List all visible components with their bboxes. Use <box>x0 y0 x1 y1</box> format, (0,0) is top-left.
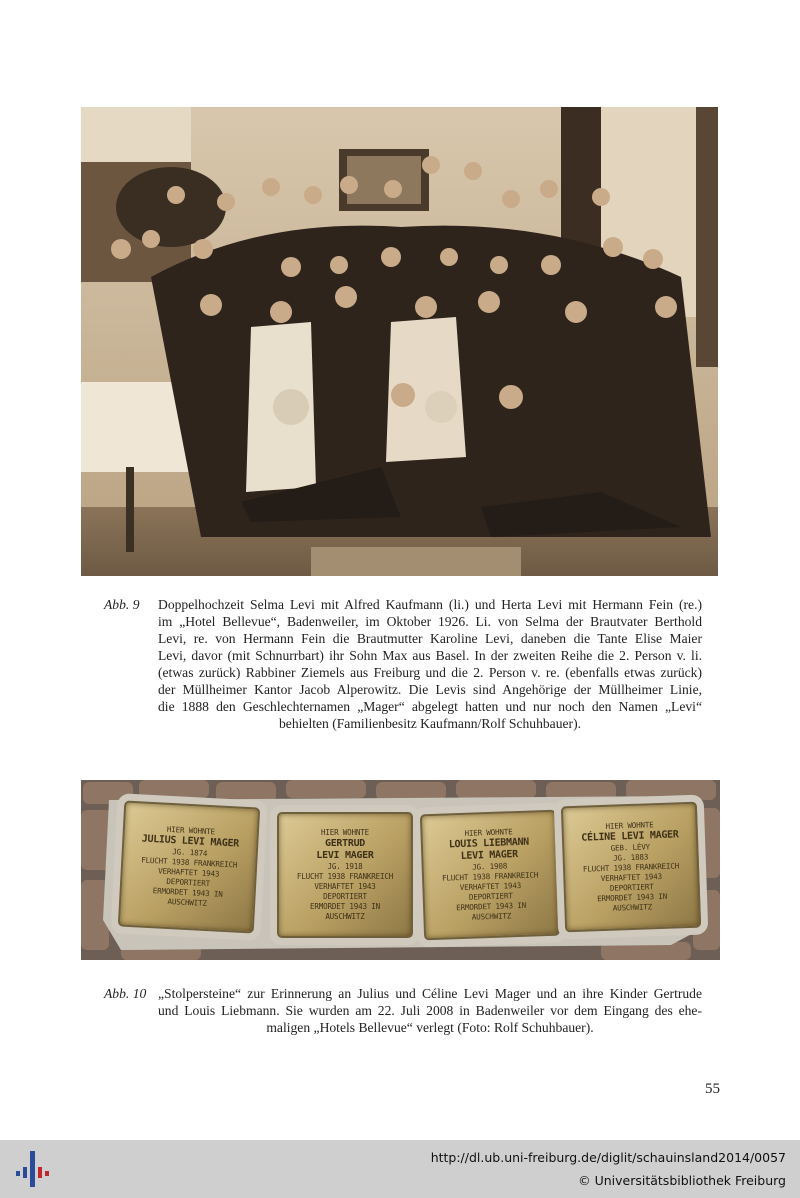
plaque-line: HIER WOHNTE <box>464 827 513 838</box>
caption-line: Levi, davor (mit Schnurrbart) ihr Sohn Max aus Basel. In der zweiten Reihe die 2. Person v. li. <box>158 648 702 663</box>
plaque-line: HIER WOHNTE <box>605 820 654 831</box>
plaque-line: JG. 1883 <box>613 852 649 863</box>
wedding-photo-illustration <box>81 107 718 576</box>
plaque-line: GERTRUD <box>324 838 366 849</box>
caption-line: „Stolpersteine“ zur Erinnerung an Julius und Céline Levi Mager und an ihre Kinder Gertrude <box>158 986 702 1001</box>
stolperstein-list <box>81 780 720 960</box>
plaque-line: DEPORTIERT <box>609 882 654 893</box>
plaque-line: ERMORDET 1943 IN <box>596 891 668 904</box>
caption-line: im „Hotel Bellevue“, Badenweiler, im Oktober 1926. Li. von Selma der Brautvater Berthold <box>158 614 702 629</box>
plaque-line: DEPORTIERT <box>468 891 513 902</box>
footer-bar <box>0 1140 800 1198</box>
plaque-line: ERMORDET 1943 IN <box>310 902 380 911</box>
plaque-line: HIER WOHNTE <box>320 828 370 837</box>
plaque-line: VERHAFTET 1943 <box>600 871 663 884</box>
plaque-line: CÉLINE LEVI MAGER <box>581 829 679 844</box>
page-number: 55 <box>705 1081 720 1097</box>
figure-10-caption-text <box>158 985 702 1036</box>
plaque-line: FLUCHT 1938 FRANKREICH <box>140 855 238 870</box>
plaque-line: JG. 1918 <box>327 862 363 871</box>
plaque-line: AUSCHWITZ <box>471 911 512 922</box>
plaque-line: VERHAFTET 1943 <box>157 866 220 879</box>
copyright-notice: © Universitätsbibliothek Freiburg <box>578 1173 786 1188</box>
plaque-line: ERMORDET 1943 IN <box>152 886 223 899</box>
caption-line: (etwas zurück) Rabbiner Ziemels aus Freiburg und die 2. Person v. re. (ebenfalls etwas zurück) <box>158 665 702 680</box>
caption-line: Levi, re. von Hermann Fein die Brautmutter Karoline Levi, daneben die Tante Elise Maier <box>158 631 702 646</box>
plaque-line: HIER WOHNTE <box>166 824 216 837</box>
plaque-line: AUSCHWITZ <box>167 896 208 908</box>
permalink-url[interactable]: http://dl.ub.uni-freiburg.de/diglit/schauinsland2014/0057 <box>430 1150 786 1165</box>
figure-10-label: Abb. 10 <box>104 986 147 1001</box>
figure-9-label: Abb. 9 <box>104 597 140 612</box>
caption-line: maligen „Hotels Bellevue“ verlegt (Foto: Rolf Schuhbauer). <box>266 1020 594 1035</box>
plaque-line: VERHAFTET 1943 <box>459 880 522 893</box>
caption-line: der Müllheimer Kantor Jacob Alperowitz. Die Levis sind Angehörige der Müllheimer Linie, <box>158 682 702 697</box>
caption-line: die 1888 den Geschlechternamen „Mager“ abgelegt hatten und nur noch den Namen „Levi“ <box>158 699 702 714</box>
plaque-line: AUSCHWITZ <box>325 912 365 921</box>
wedding-group-photo <box>81 107 718 576</box>
plaque-line: GEB. LÉVY <box>610 842 651 853</box>
caption-line: Doppelhochzeit Selma Levi mit Alfred Kaufmann (li.) und Herta Levi mit Hermann Fein (re.) <box>158 597 702 612</box>
stolperstein-plaque <box>420 810 560 941</box>
plaque-line: JG. 1874 <box>172 847 208 858</box>
plaque-line: AUSCHWITZ <box>612 902 653 913</box>
plaque-line: LEVI MAGER <box>460 849 519 863</box>
plaque-line: JULIUS LEVI MAGER <box>141 833 240 850</box>
plaque-line: FLUCHT 1938 FRANKREICH <box>441 870 539 883</box>
figure-9-caption-text <box>158 596 702 732</box>
plaque-line: DEPORTIERT <box>166 876 211 889</box>
plaque-line: VERHAFTET 1943 <box>314 882 376 891</box>
library-logo-icon <box>13 1149 53 1189</box>
plaque-line: LEVI MAGER <box>316 850 374 861</box>
stolperstein-plaque <box>277 812 413 938</box>
plaque-line: DEPORTIERT <box>323 892 367 901</box>
plaque-line: FLUCHT 1938 FRANKREICH <box>582 861 680 874</box>
caption-line: und Louis Liebmann. Sie wurden am 22. Juli 2008 in Badenweiler vor dem Eingang des ehe- <box>158 1003 702 1018</box>
plaque-line: JG. 1908 <box>472 861 508 872</box>
plaque-line: LOUIS LIEBMANN <box>448 836 530 851</box>
plaque-line: FLUCHT 1938 FRANKREICH <box>296 872 394 881</box>
stolperstein-plaque <box>118 801 260 934</box>
plaque-line: ERMORDET 1943 IN <box>455 900 527 913</box>
caption-line: behielten (Familienbesitz Kaufmann/Rolf Schuhbauer). <box>279 716 581 731</box>
stolperstein-plaque <box>561 802 701 933</box>
stolpersteine-photo <box>81 780 720 960</box>
